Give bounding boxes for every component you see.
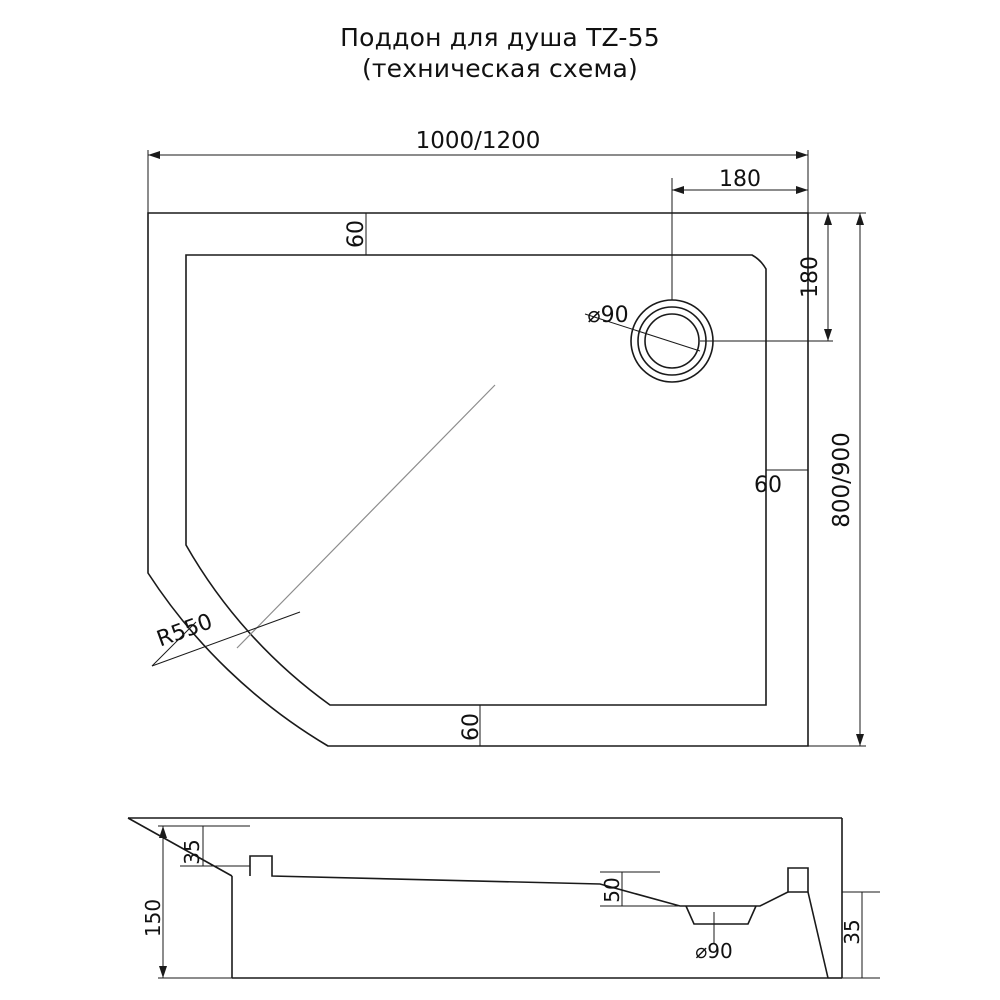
dim-drain-offset-left: 180 [719,167,761,192]
dim-section-drain-recess: 50 [600,877,624,903]
title-line-2: (техническая схема) [361,54,639,84]
dim-drain-offset-top: 180 [798,256,823,298]
dim-overall-width: 1000/1200 [415,128,541,154]
tray-outer-outline [148,213,808,746]
tray-inner-outline [186,255,766,705]
dim-flange-right: 60 [754,473,782,498]
drain-mid-circle [638,307,706,375]
section-dimension-lines [158,826,880,978]
plan-dimension-lines [148,150,866,746]
dim-drain-diameter-plan: ⌀90 [587,303,629,328]
plan-view-geometry [148,213,808,746]
drawing-title [0,22,1000,85]
drain-inner-circle [645,314,699,368]
title-line-1: Поддон для душа TZ-55 [340,23,660,52]
dim-section-right-rim: 35 [840,919,864,945]
section-view-geometry [128,818,842,978]
dim-overall-height: 800/900 [829,432,855,528]
dim-section-upper-rim: 35 [180,839,204,865]
dim-corner-radius: R550 [153,609,216,653]
dim-flange-bottom: 60 [459,713,484,741]
basin-slope-line [237,385,495,648]
dim-flange-top: 60 [344,220,369,248]
dim-section-drain-diameter: ⌀90 [695,939,733,963]
dim-section-total-height: 150 [141,898,165,938]
